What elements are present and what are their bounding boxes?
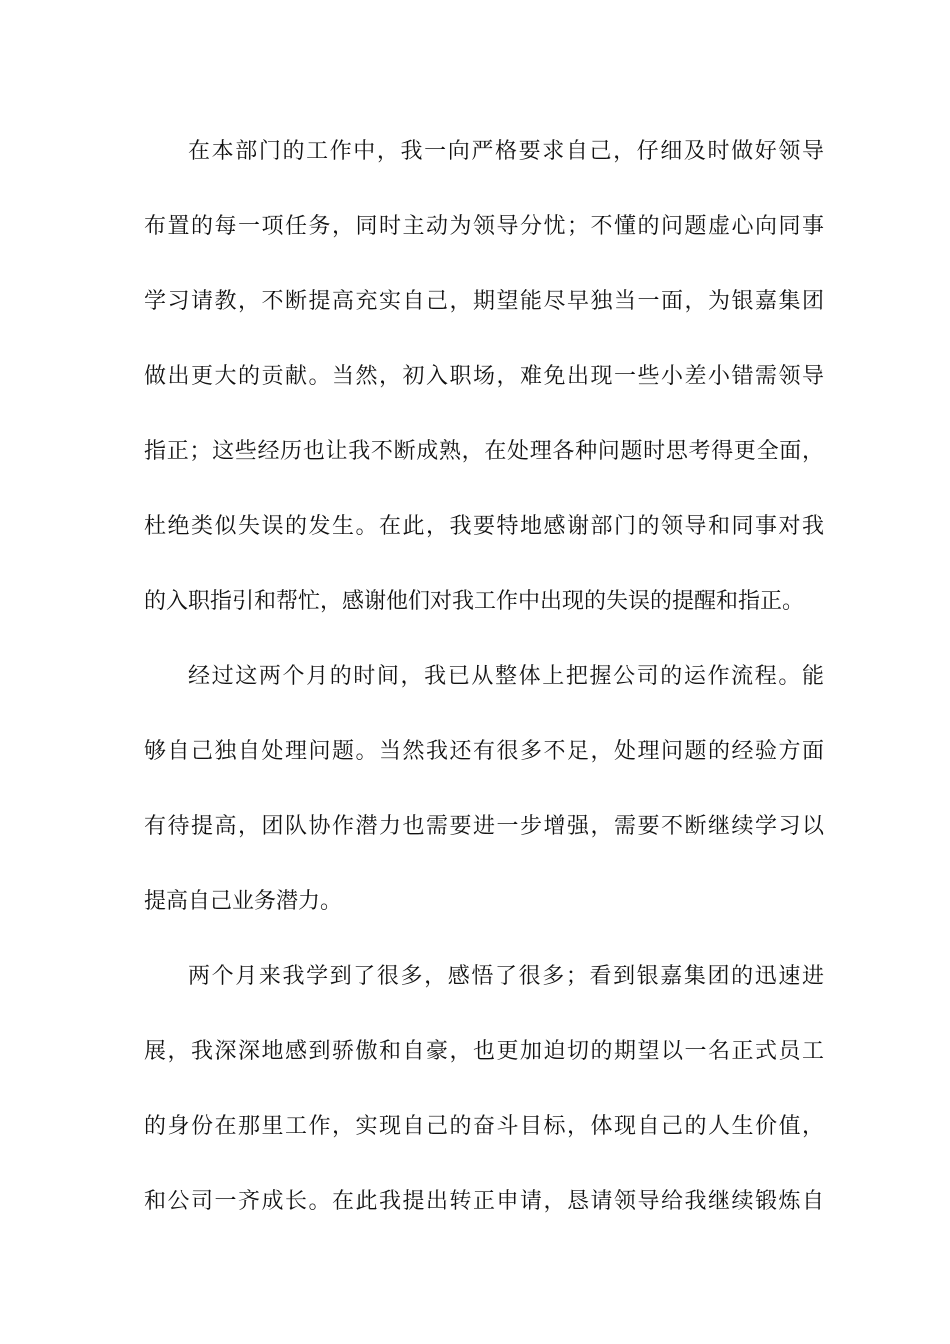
paragraph-1-line-7: 的入职指引和帮忙，感谢他们对我工作中出现的失误的提醒和指正。 [144, 589, 805, 614]
paragraph-1-line-6: 杜绝类似失误的发生。在此，我要特地感谢部门的领导和同事对我 [144, 514, 824, 539]
paragraph-1-line-5: 指正；这些经历也让我不断成熟，在处理各种问题时思考得更全面， [144, 439, 824, 464]
paragraph-1-line-3: 学习请教，不断提高充实自己，期望能尽早独当一面，为银嘉集团 [144, 289, 824, 314]
paragraph-3-line-3: 的身份在那里工作，实现自己的奋斗目标，体现自己的人生价值， [144, 1114, 824, 1139]
paragraph-2-line-3: 有待提高，团队协作潜力也需要进一步增强，需要不断继续学习以 [144, 814, 824, 839]
paragraph-3-line-1: 两个月来我学到了很多，感悟了很多；看到银嘉集团的迅速进 [188, 964, 824, 989]
paragraph-1-line-2: 布置的每一项任务，同时主动为领导分忧；不懂的问题虚心向同事 [144, 214, 824, 239]
paragraph-1-line-1: 在本部门的工作中，我一向严格要求自己，仔细及时做好领导 [188, 139, 824, 164]
paragraph-2-line-2: 够自己独自处理问题。当然我还有很多不足，处理问题的经验方面 [144, 739, 824, 764]
paragraph-3-line-2: 展，我深深地感到骄傲和自豪，也更加迫切的期望以一名正式员工 [144, 1039, 824, 1064]
paragraph-3-line-4: 和公司一齐成长。在此我提出转正申请，恳请领导给我继续锻炼自 [144, 1189, 824, 1214]
paragraph-1-line-4: 做出更大的贡献。当然，初入职场，难免出现一些小差小错需领导 [144, 364, 824, 389]
paragraph-2-line-1: 经过这两个月的时间，我已从整体上把握公司的运作流程。能 [188, 664, 824, 689]
paragraph-2-line-4: 提高自己业务潜力。 [144, 889, 343, 914]
